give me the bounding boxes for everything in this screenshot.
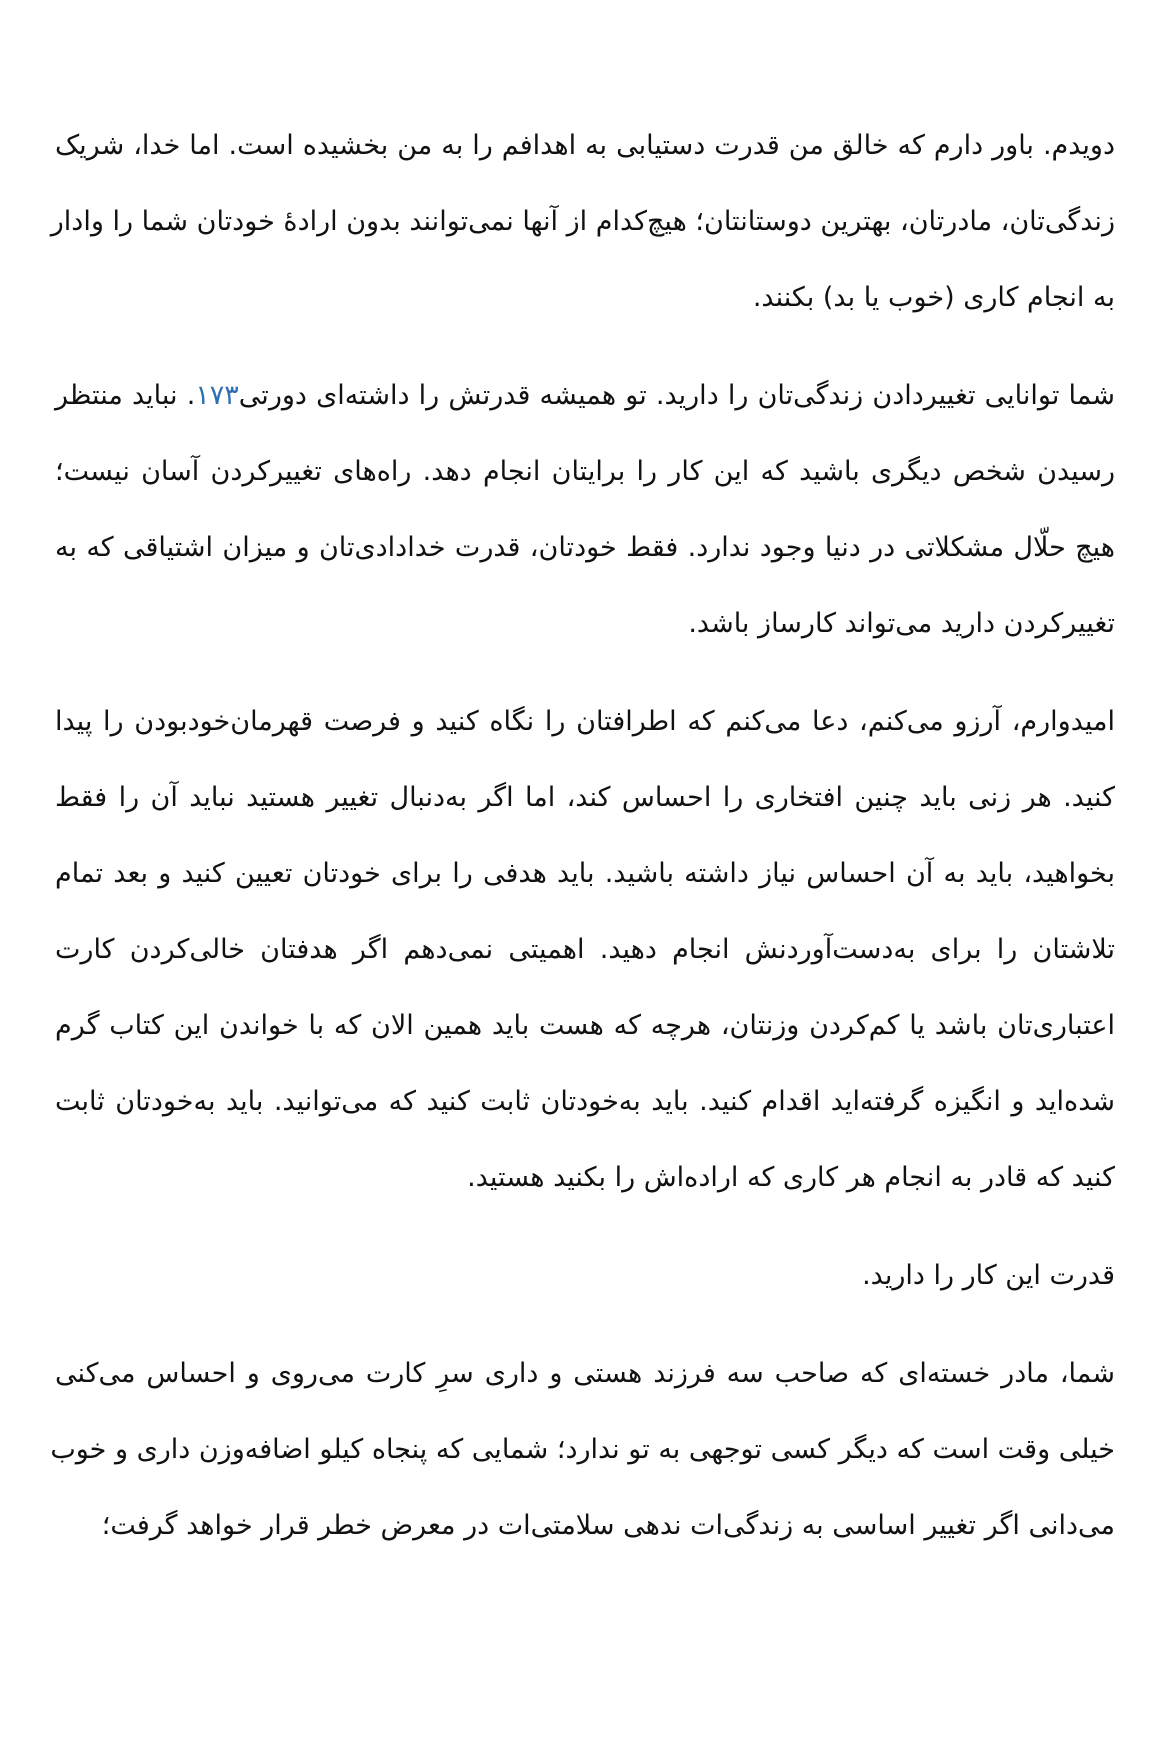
paragraph-4 [55, 1238, 1115, 1314]
text-line: دویدم. باور دارم که خالق من قدرت دستیابی به اهدافم را به من بخشیده است. اما خدا، شریک [55, 130, 1115, 161]
text-line: خیلی وقت است که دیگر کسی توجهی به تو ندارد؛ شمایی که پنجاه کیلو اضافه‌وزن داری و خوب [50, 1434, 1115, 1465]
paragraph-1 [50, 108, 1115, 336]
text-line: رسیدن شخص دیگری باشید که این کار را برایتان انجام دهد. راه‌های تغییرکردن آسان نیست؛ [55, 456, 1115, 487]
paragraph-5 [50, 1336, 1115, 1564]
text-segment: . نباید منتظر [55, 380, 196, 411]
paragraph-2 [55, 358, 1115, 662]
paragraph-3 [55, 684, 1115, 1216]
text-line: قدرت این کار را دارید. [862, 1260, 1115, 1291]
text-line: به انجام کاری (خوب یا بد) بکنند. [752, 282, 1115, 313]
text-line: بخواهید، باید به آن احساس نیاز داشته باشید. باید هدفی را برای خودتان تعیین کنید و بعد تمام [55, 858, 1115, 889]
text-line: شما، مادر خسته‌ای که صاحب سه فرزند هستی و داری سرِ کارت می‌روی و احساس می‌کنی [55, 1358, 1115, 1389]
text-line [55, 358, 1115, 434]
text-line: تغییرکردن دارید می‌تواند کارساز باشد. [688, 608, 1115, 639]
text-line: امیدوارم، آرزو می‌کنم، دعا می‌کنم که اطرافتان را نگاه کنید و فرصت قهرمان‌خودبودن را پیدا [55, 706, 1115, 737]
text-line: هیچ حلّال مشکلاتی در دنیا وجود ندارد. فقط خودتان، قدرت خدادادی‌تان و میزان اشتیاقی که به [55, 532, 1115, 563]
footnote-reference[interactable]: ۱۷۳ [195, 380, 239, 411]
text-line: زندگی‌تان، مادرتان، بهترین دوستانتان؛ هیچ‌کدام از آنها نمی‌توانند بدون ارادهٔ خودتان شما را وادار [50, 206, 1115, 237]
text-line: تلاشتان را برای به‌دست‌آوردنش انجام دهید. اهمیتی نمی‌دهم اگر هدفتان خالی‌کردن کارت [55, 934, 1115, 965]
book-page [50, 108, 1115, 1586]
text-line: می‌دانی اگر تغییر اساسی به زندگی‌ات ندهی سلامتی‌ات در معرض خطر قرار خواهد گرفت؛ [101, 1510, 1115, 1541]
text-line: شده‌اید و انگیزه گرفته‌اید اقدام کنید. باید به‌خودتان ثابت کنید که می‌توانید. باید به‌خودتان ثابت [55, 1086, 1115, 1117]
text-line: کنید. هر زنی باید چنین افتخاری را احساس کند، اما اگر به‌دنبال تغییر هستید نباید آن را فقط [55, 782, 1115, 813]
text-line: کنید که قادر به انجام هر کاری که اراده‌اش را بکنید هستید. [467, 1162, 1115, 1193]
text-line: اعتباری‌تان باشد یا کم‌کردن وزنتان، هرچه که هست باید همین الان که با خواندن این کتاب گرم [55, 1010, 1115, 1041]
text-segment: شما توانایی تغییردادن زندگی‌تان را دارید. تو همیشه قدرتش را داشته‌ای دورتی [238, 380, 1115, 411]
